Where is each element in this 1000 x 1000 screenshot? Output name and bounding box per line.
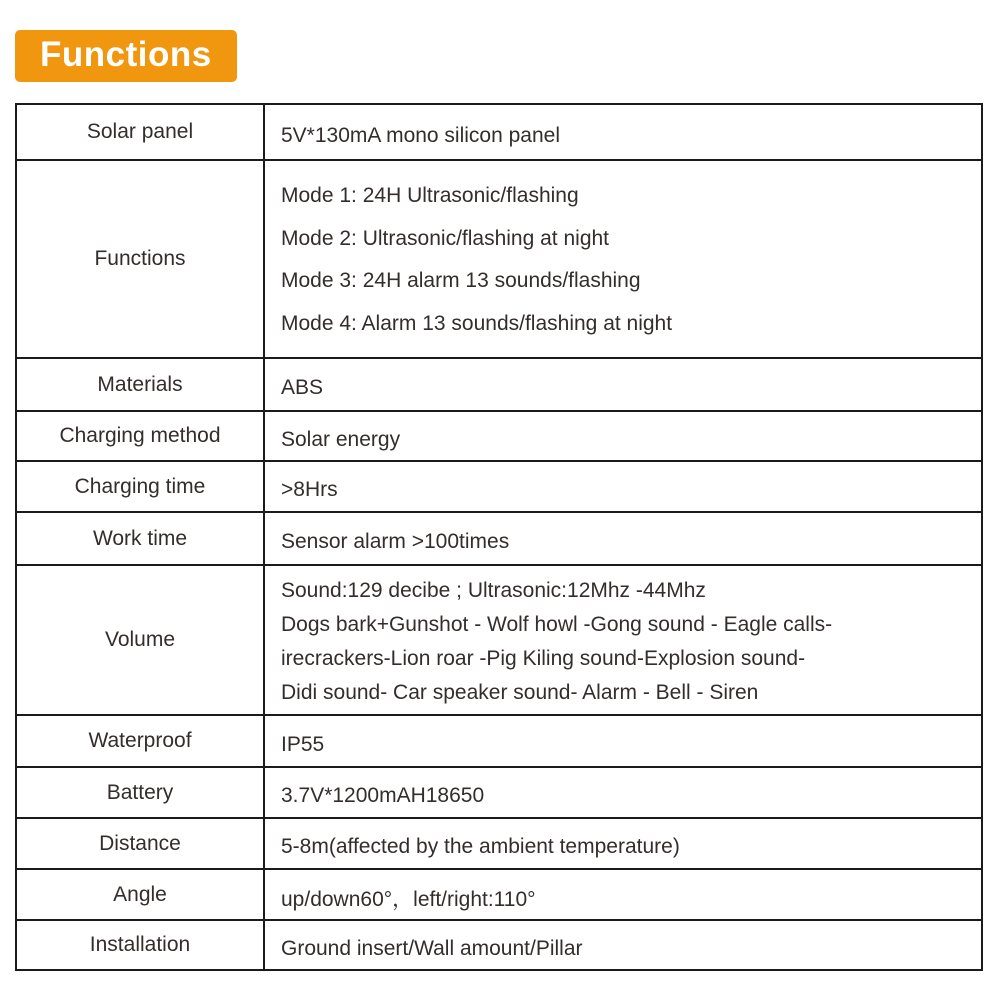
row-label: Waterproof bbox=[88, 729, 192, 752]
row-label: Battery bbox=[106, 780, 174, 804]
row-value-line: Mode 4: Alarm 13 sounds/flashing at night bbox=[281, 312, 673, 336]
row-label: Volume bbox=[104, 628, 176, 651]
row-value bbox=[263, 513, 981, 564]
row-value-line: ABS bbox=[281, 376, 324, 399]
row-label: Distance bbox=[99, 831, 181, 855]
row-label: Work time bbox=[92, 526, 188, 550]
table-row-functions bbox=[17, 159, 981, 357]
row-value-line: Solar energy bbox=[281, 427, 401, 451]
table-row-charging-time bbox=[17, 460, 981, 511]
row-value bbox=[263, 716, 981, 766]
row-value-line: up/down60°，left/right:110° bbox=[281, 888, 536, 911]
row-value bbox=[263, 462, 981, 511]
row-value-line: Ground insert/Wall amount/Pillar bbox=[281, 936, 583, 960]
row-value-line: IP55 bbox=[281, 732, 325, 756]
table-row-charging-method bbox=[17, 410, 981, 460]
row-value-line: Mode 2: Ultrasonic/flashing at night bbox=[281, 226, 610, 250]
row-value-line: Mode 1: 24H Ultrasonic/flashing bbox=[281, 183, 579, 207]
row-value-line: irecrackers-Lion roar -Pig Kiling sound-Explosion sound- bbox=[281, 647, 806, 670]
row-value-line: Sound:129 decibe ; Ultrasonic:12Mhz -44Mhz bbox=[281, 579, 706, 602]
row-value bbox=[263, 412, 981, 460]
row-value bbox=[263, 359, 981, 410]
row-value bbox=[263, 768, 981, 817]
row-value-line: Dogs bark+Gunshot - Wolf howl -Gong sound - Eagle calls- bbox=[281, 613, 833, 636]
row-value bbox=[263, 870, 981, 919]
row-value-line: Sensor alarm >100times bbox=[281, 530, 510, 553]
row-value bbox=[263, 566, 981, 714]
table-row-battery bbox=[17, 766, 981, 817]
row-value-line: 5V*130mA mono silicon panel bbox=[281, 123, 561, 147]
row-value-line: 5-8m(affected by the ambient temperature) bbox=[281, 835, 680, 858]
functions-section-badge bbox=[15, 30, 237, 82]
row-value bbox=[263, 921, 981, 969]
row-label: Charging method bbox=[59, 424, 221, 447]
table-row-volume bbox=[17, 564, 981, 714]
table-row-work-time bbox=[17, 511, 981, 564]
row-value bbox=[263, 161, 981, 357]
table-row-solar-panel bbox=[17, 105, 981, 159]
row-value-line: Mode 3: 24H alarm 13 sounds/flashing bbox=[281, 269, 641, 293]
table-row-installation bbox=[17, 919, 981, 969]
row-label: Charging time bbox=[74, 474, 206, 498]
functions-section-title: Functions bbox=[40, 35, 212, 74]
row-label: Functions bbox=[94, 247, 186, 270]
row-value-line: 3.7V*1200mAH18650 bbox=[281, 784, 485, 807]
row-value bbox=[263, 819, 981, 868]
table-row-waterproof bbox=[17, 714, 981, 766]
table-row-angle bbox=[17, 868, 981, 919]
row-label: Materials bbox=[97, 372, 183, 396]
row-value bbox=[263, 105, 981, 159]
table-row-materials bbox=[17, 357, 981, 410]
table-row-distance bbox=[17, 817, 981, 868]
row-value-line: >8Hrs bbox=[281, 478, 338, 501]
row-value-line: Didi sound- Car speaker sound- Alarm - Bell - Siren bbox=[281, 681, 759, 704]
spec-table bbox=[15, 103, 983, 971]
row-label: Solar panel bbox=[86, 120, 194, 143]
row-label: Installation bbox=[89, 933, 191, 956]
row-label: Angle bbox=[113, 882, 167, 906]
